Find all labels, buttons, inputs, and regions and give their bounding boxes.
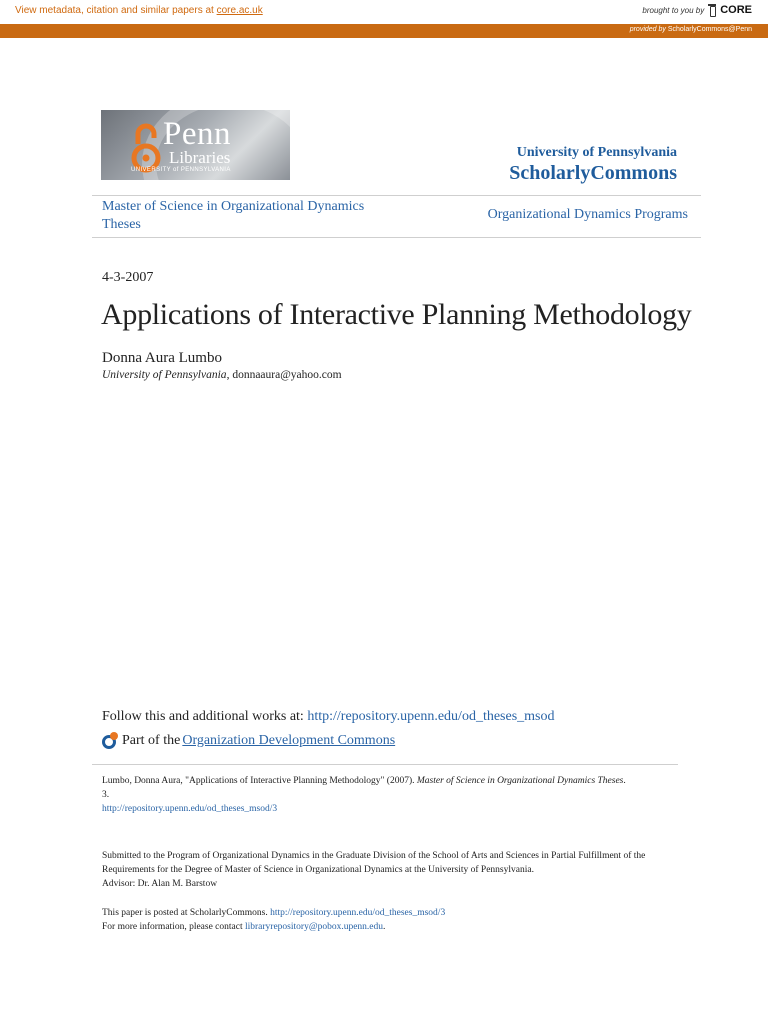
digital-commons-network-icon [102,732,120,750]
brought-text: brought to you by [642,5,705,15]
part-of-line [102,732,395,750]
core-top-banner [0,0,768,25]
more-info-suffix: . [383,922,386,932]
series-link[interactable] [102,198,392,234]
core-metadata-line [15,5,263,16]
provided-by-line[interactable] [630,26,752,33]
citation-text: Lumbo, Donna Aura, "Applications of Interactive Planning Methodology" (2007). [102,776,417,786]
citation-number: 3. [102,790,110,800]
citation-divider [92,764,678,765]
follow-line [102,709,555,725]
nav-top-divider [92,195,701,196]
penn-libraries-logo[interactable] [101,110,290,180]
commons-link[interactable]: Organization Development Commons [182,733,396,748]
posted-url-link[interactable]: http://repository.upenn.edu/od_theses_msod/3 [270,908,446,918]
submission-line-1: Submitted to the Program of Organizational Dynamics in the Graduate Division of the School of Arts and Sciences in Partial Fulfillment of the [102,851,646,861]
repository-name: ScholarlyCommons [509,162,677,184]
series-line-1: Master of Science in Organizational Dynamics [102,199,365,214]
paper-title: Applications of Interactive Planning Methodology [101,298,692,331]
repository-university: University of Pennsylvania [516,145,677,160]
brought-to-you-by[interactable] [642,4,752,16]
programs-link[interactable]: Organizational Dynamics Programs [487,207,688,222]
follow-url-link[interactable]: http://repository.upenn.edu/od_theses_msod [307,709,555,724]
citation-series: Master of Science in Organizational Dynamics Theses [416,776,624,786]
provided-by-label: provided by [629,26,666,33]
submission-note [102,849,645,891]
posted-label: This paper is posted at ScholarlyCommons. [102,908,271,918]
part-of-label: Part of the [122,733,181,748]
citation-block [102,774,626,816]
advisor-line: Advisor: Dr. Alan M. Barstow [102,879,218,889]
logo-university-text: UNIVERSITY of PENNSYLVANIA [131,167,231,173]
logo-penn-text: Penn [163,116,231,152]
author-email: , donnaaura@yahoo.com [226,369,342,381]
scholarly-commons-brand[interactable] [509,145,677,185]
more-info-label: For more information, please contact [102,922,245,932]
core-logo-text: CORE [720,4,752,16]
core-ac-uk-link[interactable]: core.ac.uk [216,5,263,16]
paper-author: Donna Aura Lumbo [102,350,222,366]
logo-libraries-text: Libraries [169,148,231,167]
core-icon [707,4,717,16]
series-line-2: Theses [102,217,141,232]
paper-date: 4-3-2007 [102,270,154,285]
posted-note [102,906,445,934]
citation-url-link[interactable]: http://repository.upenn.edu/od_theses_msod/3 [102,804,278,814]
author-affiliation [102,369,342,381]
submission-line-2: Requirements for the Degree of Master of Science in Organizational Dynamics at the University of Pennsylvania. [102,865,534,875]
affiliation-institution: University of Pennsylvania [102,369,227,381]
contact-email-link[interactable]: libraryrepository@pobox.upenn.edu [244,922,384,932]
citation-suffix: . [623,776,626,786]
follow-label: Follow this and additional works at: [102,709,308,724]
core-provider-bar [0,24,768,38]
nav-bottom-divider [92,237,701,238]
provider-name: ScholarlyCommons@Penn [667,26,752,33]
core-metadata-text: View metadata, citation and similar papers at [15,5,217,16]
